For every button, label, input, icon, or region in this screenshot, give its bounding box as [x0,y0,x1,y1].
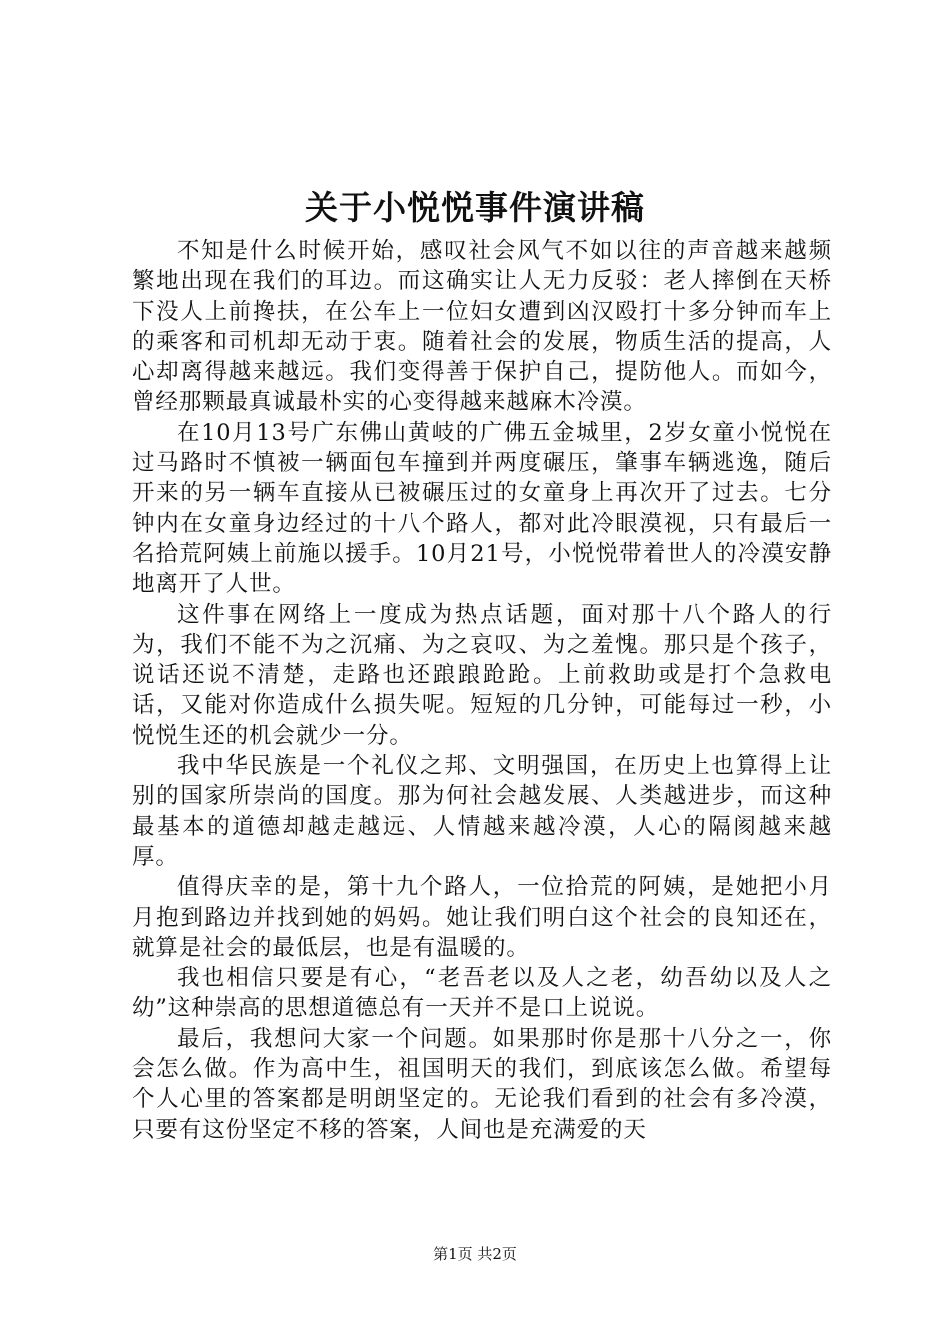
page-number-footer: 第1页 共2页 [433,1245,517,1263]
paragraph-1: 不知是什么时候开始，感叹社会风气不如以往的声音越来越频繁地出现在我们的耳边。而这确实让人无力反驳：老人摔倒在天桥下没人上前搀扶，在公车上一位妇女遭到凶汉殴打十多分钟而车上的乘客和司机却无动于衷。随着社会的发展，物质生活的提高，人心却离得越来越远。我们变得善于保护自己，提防他人。而如今，曾经那颗最真诚最朴实的心变得越来越麻木冷漠。 [132,238,832,416]
paragraph-5: 值得庆幸的是，第十九个路人，一位拾荒的阿姨，是她把小月月抱到路边并找到她的妈妈。她让我们明白这个社会的良知还在，就算是社会的最低层，也是有温暖的。 [132,874,832,961]
document-title: 关于小悦悦事件演讲稿 [305,188,645,227]
paragraph-6: 我也相信只要是有心，“老吾老以及人之老，幼吾幼以及人之幼”这种崇高的思想道德总有一天并不是口上说说。 [132,965,832,1022]
paragraph-7: 最后，我想问大家一个问题。如果那时你是那十八分之一，你会怎么做。作为高中生，祖国明天的我们，到底该怎么做。希望每个人心里的答案都是明朗坚定的。无论我们看到的社会有多冷漠，只要有这份坚定不移的答案，人间也是充满爱的天 [132,1025,832,1143]
paragraph-3: 这件事在网络上一度成为热点话题，面对那十八个路人的行为，我们不能不为之沉痛、为之哀叹、为之羞愧。那只是个孩子，说话还说不清楚，走路也还踉踉跄跄。上前救助或是打个急救电话，又能对你造成什么损失呢。短短的几分钟，可能每过一秒，小悦悦生还的机会就少一分。 [132,601,832,749]
document-body [132,236,832,1145]
paragraph-4: 我中华民族是一个礼仪之邦、文明强国，在历史上也算得上让别的国家所崇尚的国度。那为何社会越发展、人类越进步，而这种最基本的道德却越走越远、人情越来越冷漠，人心的隔阂越来越厚。 [132,753,832,870]
paragraph-2: 在10月13号广东佛山黄岐的广佛五金城里，2岁女童小悦悦在过马路时不慎被一辆面包车撞到并两度碾压，肇事车辆逃逸，随后开来的另一辆车直接从已被碾压过的女童身上再次开了过去。七分钟内在女童身边经过的十八个路人，都对此冷眼漠视，只有最后一名拾荒阿姨上前施以援手。10月21号，小悦悦带着世人的冷漠安静地离开了人世。 [132,419,832,598]
